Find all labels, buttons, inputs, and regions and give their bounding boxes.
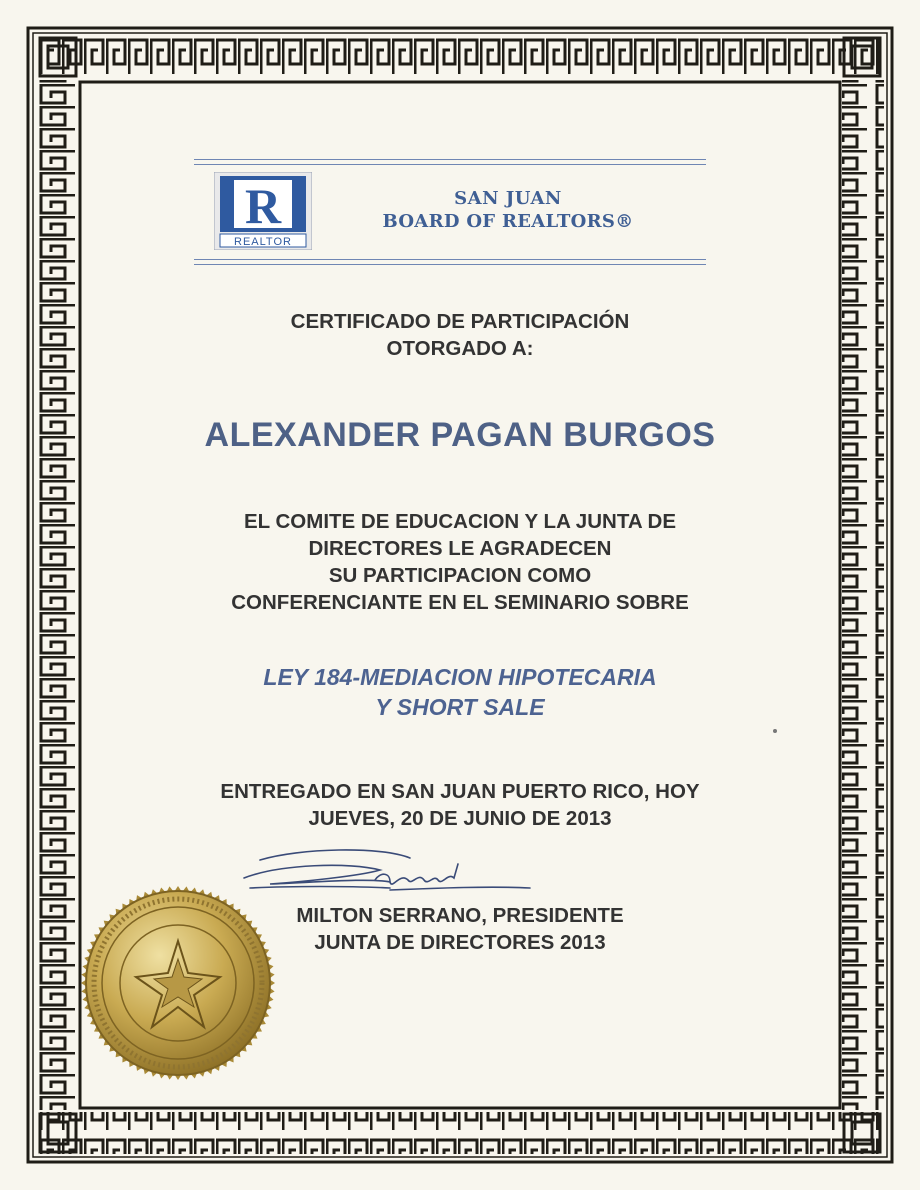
recipient-name: ALEXANDER PAGAN BURGOS	[204, 416, 716, 454]
organization-name	[348, 188, 668, 234]
delivery-statement	[90, 778, 830, 832]
seminar-line-1: LEY 184-MEDIACION HIPOTECARIA	[263, 664, 657, 690]
org-line1: SAN JUAN	[454, 188, 562, 209]
body-line-3: SU PARTICIPACION COMO	[328, 564, 592, 587]
realtor-logo	[214, 172, 312, 250]
title-line2: OTORGADO A:	[386, 337, 534, 360]
header-rule-top	[194, 159, 706, 165]
body-line-1: EL COMITE DE EDUCACION Y LA JUNTA DE	[243, 510, 677, 533]
logo-letter: R	[244, 178, 282, 234]
acknowledgement-text	[90, 508, 830, 616]
gold-seal	[80, 885, 276, 1081]
body-line-4: CONFERENCIANTE EN EL SEMINARIO SOBRE	[231, 591, 689, 614]
title-line1: CERTIFICADO DE PARTICIPACIÓN	[290, 310, 630, 333]
delivered-line-1: ENTREGADO EN SAN JUAN PUERTO RICO, HOY	[220, 780, 700, 803]
logo-text: REALTOR	[234, 236, 292, 248]
certificate-title	[90, 308, 830, 362]
body-line-2: DIRECTORES LE AGRADECEN	[308, 537, 612, 560]
seminar-title	[90, 662, 830, 722]
org-line2: BOARD OF REALTORS®	[382, 211, 634, 232]
signer-line-1: MILTON SERRANO, PRESIDENTE	[296, 904, 624, 927]
seminar-line-2: Y SHORT SALE	[375, 694, 545, 720]
signer-line-2: JUNTA DE DIRECTORES 2013	[314, 931, 606, 954]
speck	[773, 729, 777, 733]
delivered-line-2: JUEVES, 20 DE JUNIO DE 2013	[308, 807, 612, 830]
header-rule-bottom	[194, 259, 706, 265]
handwritten-signature	[240, 842, 540, 902]
